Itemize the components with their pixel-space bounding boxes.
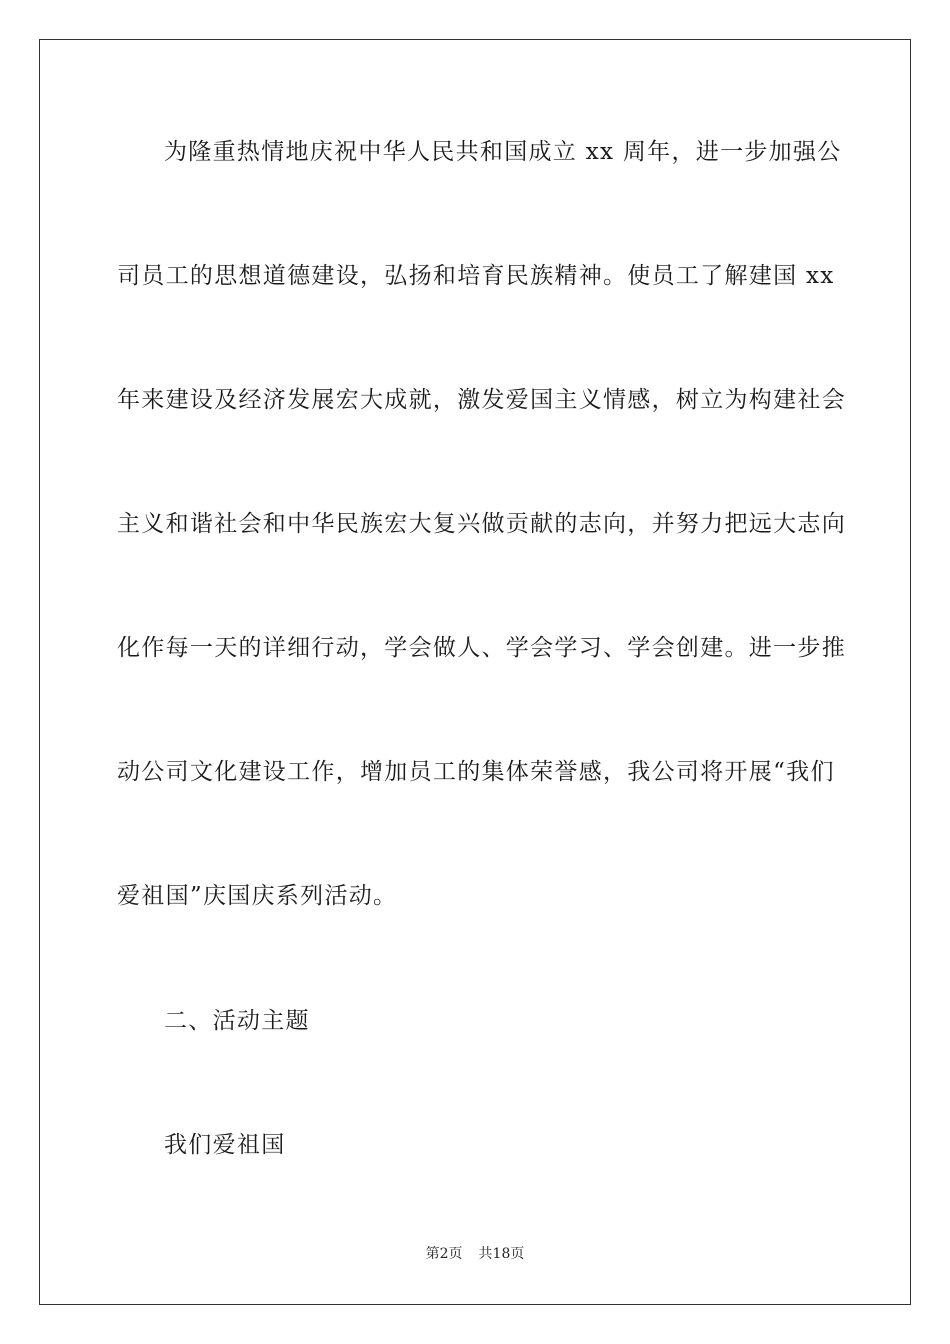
paragraph-line-6: 动公司文化建设工作，增加员工的集体荣誉感，我公司将开展“我们 [117, 759, 835, 785]
theme-text: 我们爱祖国 [164, 1132, 286, 1158]
section-heading: 二、活动主题 [164, 1008, 310, 1034]
page-total: 共18页 [478, 1246, 525, 1262]
paragraph-line-2: 司员工的思想道德建设，弘扬和培育民族精神。使员工了解建国 xx [117, 263, 835, 289]
paragraph-line-7: 爱祖国”庆国庆系列活动。 [117, 883, 398, 909]
page-footer [0, 1244, 950, 1264]
paragraph-line-4: 主义和谐社会和中华民族宏大复兴做贡献的志向，并努力把远大志向 [117, 511, 846, 537]
page-border [39, 39, 911, 1305]
paragraph-line-1: 为隆重热情地庆祝中华人民共和国成立 xx 周年，进一步加强公 [164, 139, 842, 165]
paragraph-line-5: 化作每一天的详细行动，学会做人、学会学习、学会创建。进一步推 [117, 635, 846, 661]
paragraph-line-3: 年来建设及经济发展宏大成就，激发爱国主义情感，树立为构建社会 [117, 387, 846, 413]
page-number: 第2页 [425, 1246, 463, 1262]
